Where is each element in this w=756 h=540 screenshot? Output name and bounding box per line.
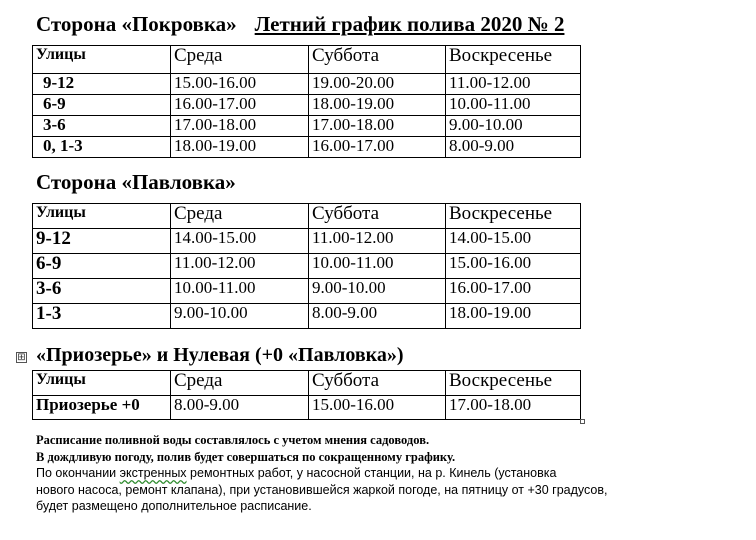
table-row: [33, 95, 581, 116]
time-cell: 11.00-12.00: [171, 254, 309, 279]
header-cell: Улицы: [33, 46, 171, 74]
header-cell: Улицы: [33, 371, 171, 396]
pavlovka-table: [32, 203, 581, 329]
header-cell: Суббота: [309, 46, 446, 74]
header-cell: Воскресенье: [446, 46, 581, 74]
street-cell: 6-9: [33, 254, 171, 279]
street-cell: 9-12: [33, 74, 171, 95]
table-row: [33, 396, 581, 420]
time-cell: 14.00-15.00: [171, 229, 309, 254]
header-cell: Воскресенье: [446, 204, 581, 229]
table-move-handle-icon[interactable]: ⊞: [17, 352, 26, 363]
spellcheck-flagged-word: экстренных: [119, 466, 187, 480]
time-cell: 15.00-16.00: [171, 74, 309, 95]
time-cell: 17.00-18.00: [171, 116, 309, 137]
time-cell: 18.00-19.00: [309, 95, 446, 116]
note-line: Расписание поливной воды составлялось с учетом мнения садоводов.: [36, 433, 430, 447]
street-cell: 6-9: [33, 95, 171, 116]
header-cell: Среда: [171, 46, 309, 74]
header-cell: Среда: [171, 204, 309, 229]
note-line: В дождливую погоду, полив будет совершаться по сокращенному графику.: [36, 449, 456, 464]
time-cell: 17.00-18.00: [446, 396, 581, 420]
note-fragment: По окончании: [36, 466, 120, 480]
header-cell: Суббота: [309, 371, 446, 396]
time-cell: 14.00-15.00: [446, 229, 581, 254]
notes-block: [36, 432, 736, 515]
time-cell: 17.00-18.00: [309, 116, 446, 137]
header-cell: Суббота: [309, 204, 446, 229]
pokrovka-heading: [36, 12, 564, 37]
street-cell: 1-3: [33, 304, 171, 329]
time-cell: 9.00-10.00: [446, 116, 581, 137]
time-cell: 15.00-16.00: [309, 396, 446, 420]
time-cell: 15.00-16.00: [446, 254, 581, 279]
table-header-row: [33, 371, 581, 396]
note-line: [36, 465, 736, 482]
time-cell: 18.00-19.00: [446, 304, 581, 329]
header-cell: Среда: [171, 371, 309, 396]
note-line: будет размещено дополнительное расписание.: [36, 499, 312, 513]
street-cell: 9-12: [33, 229, 171, 254]
time-cell: 16.00-17.00: [171, 95, 309, 116]
note-line: нового насоса, ремонт клапана), при установившейся жаркой погоде, на пятницу от +30 градусов,: [36, 482, 608, 497]
time-cell: 9.00-10.00: [171, 304, 309, 329]
time-cell: 10.00-11.00: [171, 279, 309, 304]
time-cell: 8.00-9.00: [309, 304, 446, 329]
time-cell: 8.00-9.00: [446, 137, 581, 158]
pokrovka-side-label: Сторона «Покровка»: [36, 12, 237, 36]
time-cell: 10.00-11.00: [309, 254, 446, 279]
street-cell: 3-6: [33, 116, 171, 137]
time-cell: 19.00-20.00: [309, 74, 446, 95]
priozerye-table: [32, 370, 581, 420]
table-row: [33, 137, 581, 158]
table-resize-handle[interactable]: [580, 419, 585, 424]
table-row: [33, 279, 581, 304]
table-row: [33, 74, 581, 95]
time-cell: 18.00-19.00: [171, 137, 309, 158]
schedule-title: Летний график полива 2020 № 2: [254, 12, 565, 36]
time-cell: 16.00-17.00: [309, 137, 446, 158]
header-cell: Воскресенье: [446, 371, 581, 396]
street-cell: Приозерье +0: [33, 396, 171, 420]
table-row: [33, 254, 581, 279]
priozerye-heading: «Приозерье» и Нулевая (+0 «Павловка»): [36, 344, 404, 366]
table-header-row: [33, 204, 581, 229]
time-cell: 10.00-11.00: [446, 95, 581, 116]
pokrovka-table: [32, 45, 581, 158]
time-cell: 9.00-10.00: [309, 279, 446, 304]
pavlovka-heading: Сторона «Павловка»: [36, 170, 236, 194]
time-cell: 8.00-9.00: [171, 396, 309, 420]
street-cell: 0, 1-3: [33, 137, 171, 158]
table-row: [33, 304, 581, 329]
time-cell: 11.00-12.00: [309, 229, 446, 254]
street-cell: 3-6: [33, 279, 171, 304]
table-row: [33, 116, 581, 137]
note-fragment: ремонтных работ, у насосной станции, на р. Кинель (установка: [186, 466, 557, 480]
time-cell: 16.00-17.00: [446, 279, 581, 304]
table-header-row: [33, 46, 581, 74]
header-cell: Улицы: [33, 204, 171, 229]
time-cell: 11.00-12.00: [446, 74, 581, 95]
table-row: [33, 229, 581, 254]
